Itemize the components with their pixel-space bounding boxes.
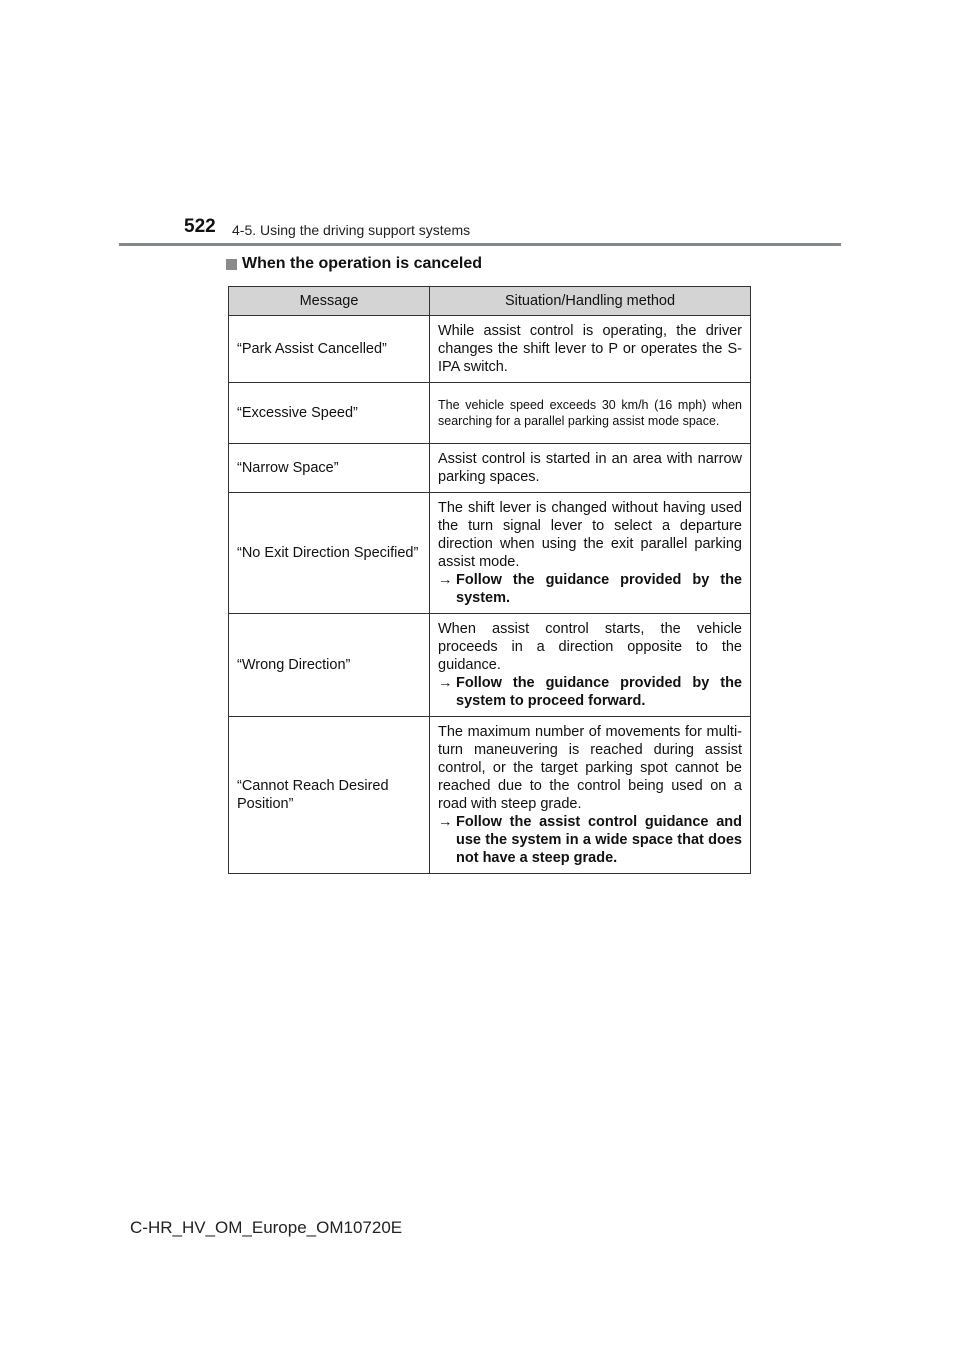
message-cell: “Wrong Direction” [229, 614, 430, 717]
handling-instruction [438, 571, 742, 607]
handling-instruction [438, 813, 742, 867]
footer-document-code: C-HR_HV_OM_Europe_OM10720E [130, 1218, 403, 1237]
header-rule [119, 243, 841, 246]
situation-cell [430, 383, 751, 444]
column-header-message: Message [229, 287, 430, 316]
table-row [229, 717, 751, 874]
message-cell: “Excessive Speed” [229, 383, 430, 444]
right-arrow-icon: → [438, 814, 453, 830]
table-row [229, 444, 751, 493]
situation-text: When assist control starts, the vehicle proceeds in a direction opposite to the guidance. [438, 621, 742, 673]
situation-cell [430, 316, 751, 383]
handling-text: Follow the guidance provided by the system. [456, 572, 742, 606]
right-arrow-icon: → [438, 572, 453, 588]
situation-text: The maximum number of movements for multi-turn maneuvering is reached during assist control, or the target parking spot cannot be reached due to the control being used on a road with steep grade. [438, 724, 742, 812]
message-cell: “Cannot Reach Desired Position” [229, 717, 430, 874]
situation-cell [430, 493, 751, 614]
message-cell: “Park Assist Cancelled” [229, 316, 430, 383]
situation-cell [430, 717, 751, 874]
column-header-situation: Situation/Handling method [430, 287, 751, 316]
table-row [229, 493, 751, 614]
situation-text: The vehicle speed exceeds 30 km/h (16 mph) when searching for a parallel parking assist mode space. [438, 398, 742, 428]
handling-text: Follow the guidance provided by the system to proceed forward. [456, 675, 742, 709]
table-row [229, 383, 751, 444]
table-header-row [229, 287, 751, 316]
situation-cell [430, 444, 751, 493]
situation-text: Assist control is started in an area with narrow parking spaces. [438, 451, 742, 485]
message-cell: “Narrow Space” [229, 444, 430, 493]
right-arrow-icon: → [438, 675, 453, 691]
situation-cell [430, 614, 751, 717]
subheading [226, 255, 482, 273]
section-title: 4-5. Using the driving support systems [232, 222, 471, 238]
handling-instruction [438, 674, 742, 710]
handling-text: Follow the assist control guidance and use the system in a wide space that does not have a steep grade. [456, 814, 742, 866]
message-table [228, 286, 751, 874]
table-row [229, 614, 751, 717]
subheading-text: When the operation is canceled [242, 255, 483, 272]
square-bullet-icon [226, 259, 237, 270]
situation-text: The shift lever is changed without having used the turn signal lever to select a departure direction when using the exit parallel parking assist mode. [438, 500, 742, 570]
table-row [229, 316, 751, 383]
page-number: 522 [184, 216, 216, 237]
situation-text: While assist control is operating, the driver changes the shift lever to P or operates the S-IPA switch. [438, 323, 742, 375]
message-cell: “No Exit Direction Specified” [229, 493, 430, 614]
